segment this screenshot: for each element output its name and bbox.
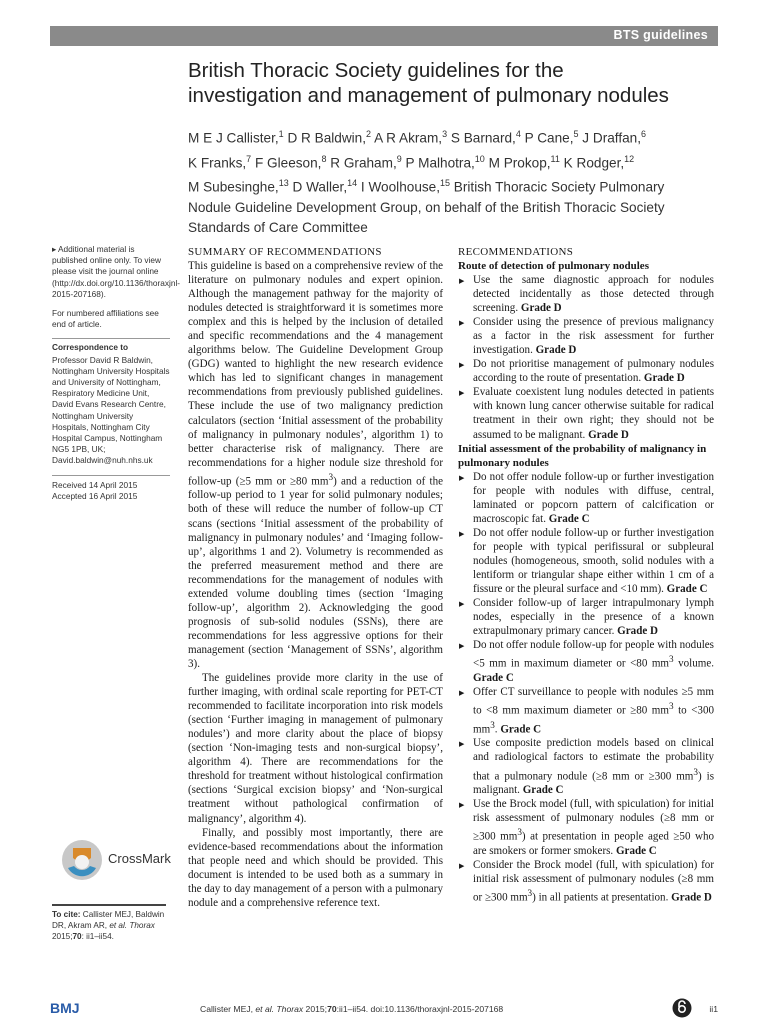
summary-heading: SUMMARY OF RECOMMENDATIONS [188,246,382,258]
summary-column [188,245,443,910]
recommendation-item: ▶ Consider follow-up of larger intrapulmonary lymph nodes, especially in the presence of a known extrapulmonary primary cancer. Grade D [458,596,714,638]
sidebar-notes [52,244,181,502]
recommendation-item: ▶ Use composite prediction models based on clinical and radiological factors to estimate the probability that a pulmonary nodule (≥8 mm or ≥300 $mm^3$) is malignant. Grade C [458,736,714,797]
received-date: Received 14 April 2015 [52,479,138,490]
affiliations-note: For numbered affiliations see end of article. [52,308,159,330]
route-of-detection-heading: Route of detection of pulmonary nodules [458,260,649,272]
additional-material-note: ▸ Additional material is published online only. To view please visit the journal online (http://dx.doi.org/10.1136/thoraxjnl-2015-207168). [52,244,181,299]
author-list: M E J Callister,$^1$ D R Baldwin,$^2$ A R Akram,$^3$ S Barnard,$^4$ P Cane,$^5$ J Draffan,$^6$ K Franks,$^7$ F Gleeson,$^8$ R Graham,$^9$ P Malhotra,$^{10}$ M Prokop,$^{11}$ K Rodger,$^{12}$ M Subesinghe,$^{13}$ D Waller,$^{14}$ I Woolhouse,$^{15}$ British Thoracic Society Pulmonary Nodule Guideline Development Group, on behalf of the British Thoracic Society Standards of Care Committee [188,129,665,235]
section-banner-label: BTS guidelines [613,28,708,42]
article-title-line-2: investigation and management of pulmonary nodules [188,84,669,107]
summary-paragraph-3: Finally, and possibly most importantly, there are evidence-based recommendations about the information that people need and which should be provided. This document is intended to be used both as a summary in the day to day management of a person with a pulmonary nodule and a comprehensive reference text. [188,826,443,909]
recommendation-item: ▶ Evaluate coexistent lung nodules detected in patients with known lung cancer otherwise suitable for radical treatment in their own right; they should not be assumed to be malignant. Grade D [458,385,714,441]
recommendation-item: ▶ Offer CT surveillance to people with nodules ≥5 mm to <8 mm maximum diameter or ≥80 $mm^3$ to <300 $mm^3$. Grade C [458,685,714,736]
route-of-detection-list [458,273,714,442]
summary-paragraph-1: This guideline is based on a comprehensive review of the literature on pulmonary nodules and expert opinion. Although the management pathway for the majority of nodules detected is straightforward it is sometimes more complex and this is helped by the inclusion of detailed and specific recommendations and the 4 management algorithms below. The Guideline Development Group (GDG) wanted to highlight the new research evidence which has led to significant changes in management recommendations from previously published guidelines. These include the use of two malignancy prediction calculators (section ‘Initial assessment of the probability of malignancy in pulmonary nodules’, algorithm 1) to better characterise risk of malignancy. There are recommendations for a higher nodule size threshold for follow-up (≥5 mm or ≥80 $mm^3$) and a reduction of the follow-up period to 1 year for solid pulmonary nodules; both of these will reduce the number of follow-up CT scans (sections ‘Initial assessment of the probability of malignancy in pulmonary nodules’ and ‘Imaging follow-up’, algorithms 1 and 2). Volumetry is recommended as the preferred measurement method and there are recommendations for the management of nodules with extended volume doubling times (section ‘Imaging follow-up’, algorithm 2). Acknowledging the good prognosis of sub-solid nodules (SSNs), there are recommendations for less aggressive options for their management (section ‘Management of SSNs’, algorithm 3). [188,260,443,670]
accepted-date: Accepted 16 April 2015 [52,490,138,501]
summary-paragraph-2: The guidelines provide more clarity in the use of further imaging, with ordinal scale reporting for PET-CT recommended to facilitate incorporation into risk models (section ‘Further imaging in management of pulmonary nodules’) and more clarity about the place of biopsy (section ‘Non-imaging tests and non-surgical biopsy’, algorithm 4). There are recommendations for the threshold for treatment without histological confirmation (sections ‘Surgical excision biopsy’ and ‘Non-surgical treatment without pathological confirmation of malignancy’, algorithm 4). [188,672,443,825]
correspondence-text: Professor David R Baldwin, Nottingham University Hospitals and University of Nottingham, Respiratory Medicine Unit, David Evans Research Centre, Nottingham University Hospitals, Nottingham City Hospital Campus, Nottingham NG5 1PB, UK; David.baldwin@nuh.nhs.uk [52,354,170,466]
recommendation-item: ▶ Consider using the presence of previous malignancy as a factor in the risk assessment for further investigation. Grade D [458,315,714,357]
crossmark-icon [60,838,104,882]
recommendation-item: ▶ Do not offer nodule follow-up or further investigation for people with nodules with diffuse, central, laminated or popcorn pattern of calcification or macroscopic fat. Grade C [458,470,714,526]
article-title-line-1: British Thoracic Society guidelines for the [188,59,564,82]
article-dates [52,475,170,502]
recommendation-item: ▶ Do not prioritise management of pulmonary nodules according to the route of presentation. Grade D [458,357,714,385]
article-title [188,58,728,108]
section-banner [50,26,718,46]
crossmark-badge[interactable] [60,838,180,882]
footer-citation: Callister MEJ, et al. Thorax 2015;70:ii1–ii54. doi:10.1136/thoraxjnl-2015-207168 [200,1004,504,1014]
to-cite-label: To cite: [52,910,81,919]
recommendations-heading: RECOMMENDATIONS [458,246,574,258]
to-cite-box [52,904,166,942]
recommendation-item: ▶ Use the Brock model (full, with spiculation) for initial risk assessment of pulmonary nodules (≥8 mm or ≥300 $mm^3$) at presentation in people aged ≥50 who are smokers or former smokers. Grade C [458,797,714,858]
correspondence-heading: Correspondence to [52,338,170,353]
initial-assessment-list [458,470,714,905]
page-footer [50,998,718,1018]
recommendation-item: ▶ Use the same diagnostic approach for nodules detected incidentally as those detected through screening. Grade D [458,273,714,315]
crossmark-label: CrossMark [108,851,171,866]
open-access-icon [672,998,692,1018]
page-number: ii1 [709,1004,718,1014]
to-cite-text: Callister MEJ, Baldwin DR, Akram AR, et al. Thorax 2015;70: ii1–ii54. [52,910,165,941]
recommendation-item: ▶ Do not offer nodule follow-up for people with nodules <5 mm in maximum diameter or <80 $mm^3$ volume. Grade C [458,638,714,685]
recommendation-item: ▶ Consider the Brock model (full, with spiculation) for initial risk assessment of pulmonary nodules (≥8 mm or ≥300 $mm^3$) in all patients at presentation. Grade D [458,858,714,905]
initial-assessment-heading: Initial assessment of the probability of malignancy in pulmonary nodules [458,442,707,469]
bmj-logo: BMJ [50,1000,80,1016]
recommendations-column [458,245,714,905]
recommendation-item: ▶ Do not offer nodule follow-up or further investigation for people with typical perifissural or subpleural nodules (homogeneous, smooth, solid nodules with a lentiform or triangular shape either within 1 cm of a fissure or the pleural surface and <10 mm). Grade C [458,526,714,596]
